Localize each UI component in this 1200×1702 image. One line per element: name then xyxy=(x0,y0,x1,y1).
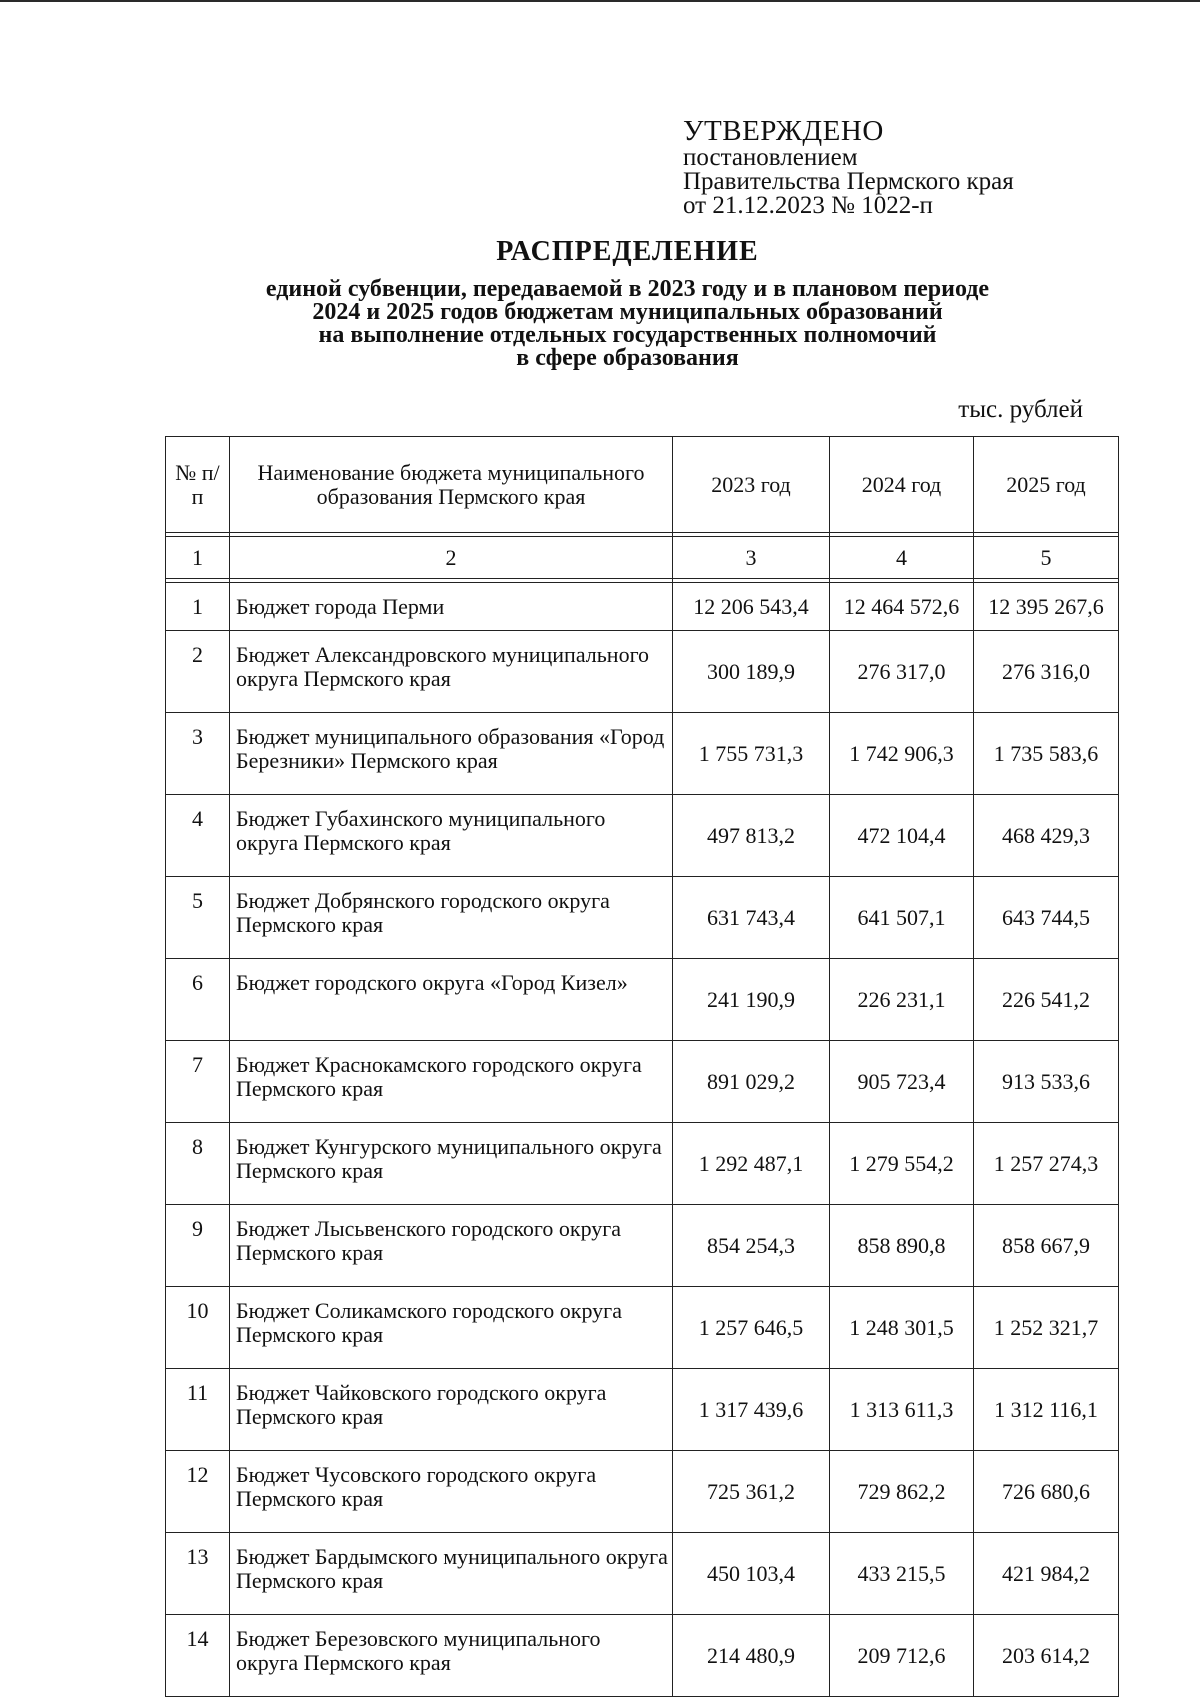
row-number: 2 xyxy=(166,631,230,713)
value-2025: 203 614,2 xyxy=(974,1615,1119,1697)
value-2023: 631 743,4 xyxy=(673,877,830,959)
value-2023: 725 361,2 xyxy=(673,1451,830,1533)
budget-name: Бюджет Губахинского муниципального округа Пермского края xyxy=(230,795,673,877)
value-2025: 913 533,6 xyxy=(974,1041,1119,1123)
row-number: 8 xyxy=(166,1123,230,1205)
value-2023: 300 189,9 xyxy=(673,631,830,713)
value-2023: 450 103,4 xyxy=(673,1533,830,1615)
table-row xyxy=(166,959,1119,1041)
table-row xyxy=(166,1205,1119,1287)
table-row xyxy=(166,631,1119,713)
value-2023: 12 206 543,4 xyxy=(673,583,830,631)
column-number: 3 xyxy=(673,537,830,579)
table-row xyxy=(166,877,1119,959)
table-row xyxy=(166,713,1119,795)
table-row xyxy=(166,1533,1119,1615)
scan-top-edge xyxy=(0,0,1200,2)
table-row xyxy=(166,1287,1119,1369)
value-2024: 641 507,1 xyxy=(830,877,974,959)
value-2024: 276 317,0 xyxy=(830,631,974,713)
column-number: 2 xyxy=(230,537,673,579)
table-row xyxy=(166,795,1119,877)
column-number: 1 xyxy=(166,537,230,579)
value-2025: 858 667,9 xyxy=(974,1205,1119,1287)
value-2025: 226 541,2 xyxy=(974,959,1119,1041)
row-number: 4 xyxy=(166,795,230,877)
value-2025: 726 680,6 xyxy=(974,1451,1119,1533)
approval-line-3: от 21.12.2023 № 1022-п xyxy=(683,192,933,219)
value-2024: 433 215,5 xyxy=(830,1533,974,1615)
budget-name: Бюджет города Перми xyxy=(230,583,673,631)
table-row xyxy=(166,1451,1119,1533)
table-row xyxy=(166,583,1119,631)
value-2023: 1 317 439,6 xyxy=(673,1369,830,1451)
row-number: 5 xyxy=(166,877,230,959)
row-number: 1 xyxy=(166,583,230,631)
value-2024: 1 279 554,2 xyxy=(830,1123,974,1205)
column-number: 5 xyxy=(974,537,1119,579)
value-2023: 891 029,2 xyxy=(673,1041,830,1123)
row-number: 9 xyxy=(166,1205,230,1287)
approval-line-1: постановлением xyxy=(683,144,858,171)
value-2024: 209 712,6 xyxy=(830,1615,974,1697)
value-2024: 905 723,4 xyxy=(830,1041,974,1123)
row-number: 12 xyxy=(166,1451,230,1533)
subtitle-line-3: на выполнение отдельных государственных полномочий xyxy=(318,322,937,348)
budget-name: Бюджет Александровского муниципального округа Пермского края xyxy=(230,631,673,713)
value-2025: 421 984,2 xyxy=(974,1533,1119,1615)
value-2025: 12 395 267,6 xyxy=(974,583,1119,631)
row-number: 14 xyxy=(166,1615,230,1697)
header-2023: 2023 год xyxy=(673,437,830,533)
value-2024: 472 104,4 xyxy=(830,795,974,877)
header-number: № п/п xyxy=(166,437,230,533)
value-2024: 1 248 301,5 xyxy=(830,1287,974,1369)
budget-name: Бюджет Чусовского городского округа Пермского края xyxy=(230,1451,673,1533)
approval-stamp: УТВЕРЖДЕНО xyxy=(683,115,884,147)
budget-name: Бюджет Березовского муниципального округа Пермского края xyxy=(230,1615,673,1697)
row-number: 6 xyxy=(166,959,230,1041)
value-2023: 1 755 731,3 xyxy=(673,713,830,795)
table-row xyxy=(166,1615,1119,1697)
budget-name: Бюджет Кунгурского муниципального округа Пермского края xyxy=(230,1123,673,1205)
subtitle-line-2: 2024 и 2025 годов бюджетам муниципальных образований xyxy=(312,299,943,325)
value-2024: 1 313 611,3 xyxy=(830,1369,974,1451)
column-number: 4 xyxy=(830,537,974,579)
budget-name: Бюджет Добрянского городского округа Пермского края xyxy=(230,877,673,959)
value-2024: 858 890,8 xyxy=(830,1205,974,1287)
budget-name: Бюджет Соликамского городского округа Пермского края xyxy=(230,1287,673,1369)
value-2025: 1 257 274,3 xyxy=(974,1123,1119,1205)
subtitle-line-1: единой субвенции, передаваемой в 2023 году и в плановом периоде xyxy=(265,276,990,302)
document-title: РАСПРЕДЕЛЕНИЕ xyxy=(496,236,759,267)
approval-block xyxy=(683,116,1014,218)
value-2023: 241 190,9 xyxy=(673,959,830,1041)
row-number: 3 xyxy=(166,713,230,795)
value-2025: 276 316,0 xyxy=(974,631,1119,713)
document-subtitle xyxy=(170,278,1085,370)
budget-name: Бюджет городского округа «Город Кизел» xyxy=(230,959,673,1041)
value-2025: 643 744,5 xyxy=(974,877,1119,959)
budget-name: Бюджет Лысьвенского городского округа Пермского края xyxy=(230,1205,673,1287)
value-2024: 1 742 906,3 xyxy=(830,713,974,795)
column-numbering-row xyxy=(166,537,1119,579)
header-2024: 2024 год xyxy=(830,437,974,533)
table-row xyxy=(166,1123,1119,1205)
value-2025: 1 312 116,1 xyxy=(974,1369,1119,1451)
units-label: тыс. рублей xyxy=(958,396,1083,423)
value-2024: 226 231,1 xyxy=(830,959,974,1041)
table-header-row xyxy=(166,437,1119,533)
value-2023: 854 254,3 xyxy=(673,1205,830,1287)
budget-name: Бюджет Бардымского муниципального округа Пермского края xyxy=(230,1533,673,1615)
value-2023: 497 813,2 xyxy=(673,795,830,877)
budget-name: Бюджет муниципального образования «Город Березники» Пермского края xyxy=(230,713,673,795)
value-2023: 1 292 487,1 xyxy=(673,1123,830,1205)
value-2024: 12 464 572,6 xyxy=(830,583,974,631)
header-name: Наименование бюджета муниципального образования Пермского края xyxy=(230,437,673,533)
budget-name: Бюджет Краснокамского городского округа Пермского края xyxy=(230,1041,673,1123)
value-2025: 468 429,3 xyxy=(974,795,1119,877)
row-number: 13 xyxy=(166,1533,230,1615)
table-row xyxy=(166,1041,1119,1123)
budget-name: Бюджет Чайковского городского округа Пермского края xyxy=(230,1369,673,1451)
subtitle-line-4: в сфере образования xyxy=(516,345,739,371)
row-number: 11 xyxy=(166,1369,230,1451)
value-2025: 1 252 321,7 xyxy=(974,1287,1119,1369)
value-2024: 729 862,2 xyxy=(830,1451,974,1533)
value-2023: 1 257 646,5 xyxy=(673,1287,830,1369)
row-number: 7 xyxy=(166,1041,230,1123)
value-2025: 1 735 583,6 xyxy=(974,713,1119,795)
value-2023: 214 480,9 xyxy=(673,1615,830,1697)
header-2025: 2025 год xyxy=(974,437,1119,533)
distribution-table xyxy=(165,436,1119,1697)
approval-line-2: Правительства Пермского края xyxy=(683,168,1014,195)
table-row xyxy=(166,1369,1119,1451)
row-number: 10 xyxy=(166,1287,230,1369)
